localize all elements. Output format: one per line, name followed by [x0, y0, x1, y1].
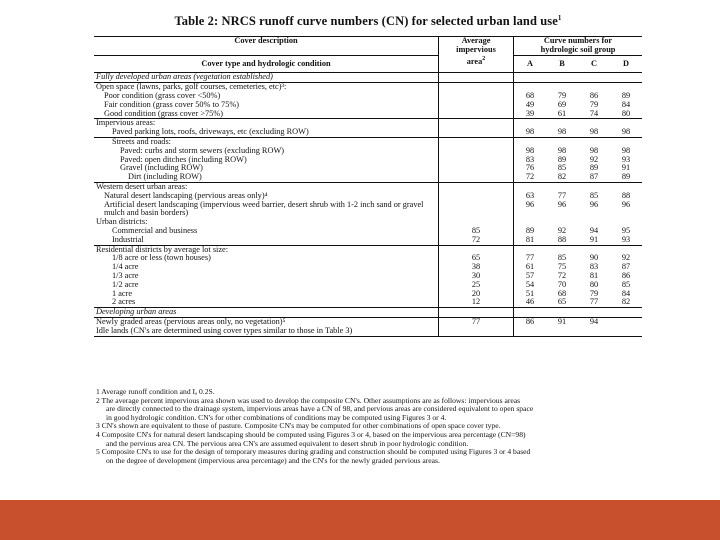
row-desc: Fair condition (grass cover 50% to 75%): [104, 99, 240, 109]
cn-a: 54: [525, 279, 535, 289]
cn-a: 68: [525, 90, 535, 100]
cn-d: 92: [621, 253, 631, 263]
row-desc: Industrial: [94, 236, 439, 245]
cn-d: 88: [621, 190, 631, 200]
cn-a: 89: [525, 225, 535, 235]
cn-b: 85: [557, 253, 567, 263]
cn-d: 80: [610, 110, 642, 119]
table-row: [94, 236, 642, 245]
cn-a: 76: [525, 163, 535, 173]
row-desc: Paved parking lots, roofs, driveways, etc (excluding ROW): [94, 128, 439, 137]
row-desc: 1/2 acre: [112, 279, 139, 289]
cn-c: 94: [589, 225, 599, 235]
cn-c: 92: [589, 154, 599, 164]
footnote-line: are directly connected to the drainage system, impervious areas have a CN of 98, and pervious areas are considered equivalent to open space: [106, 404, 534, 414]
cn-d: 82: [610, 298, 642, 307]
cn-a: 39: [514, 110, 547, 119]
cn-header-line2: hydrologic soil group: [540, 44, 616, 54]
cn-d: 89: [610, 173, 642, 182]
cn-d: 85: [621, 279, 631, 289]
impervious-pct: 25: [439, 281, 514, 290]
cn-d: 96: [621, 199, 631, 209]
impervious-pct: 20: [439, 290, 514, 299]
cn-c: 89: [589, 163, 599, 173]
row-desc: Impervious areas:: [96, 118, 156, 128]
cn-a: 81: [514, 236, 547, 245]
cn-c: 90: [589, 253, 599, 263]
footnote-line: and the pervious area CN. The pervious area CN's are assumed equivalent to desert shrub in poor hydrologic condition.: [106, 438, 469, 448]
footnote-line: in good hydrologic condition. CN's for other combinations of conditions may be computed using Figures 3 or 4.: [106, 412, 447, 422]
cn-a: 98: [514, 128, 547, 137]
cn-d: 95: [621, 225, 631, 235]
row-desc: 1/3 acre: [112, 270, 139, 280]
cn-c: 85: [589, 190, 599, 200]
row-desc: Paved: open ditches (including ROW): [120, 154, 247, 164]
row-desc: Natural desert landscaping (pervious areas only)⁴: [104, 190, 268, 200]
row-desc: Streets and roads:: [112, 136, 171, 146]
cn-c: 94: [589, 316, 599, 326]
cn-b: 69: [557, 99, 567, 109]
row-desc: Commercial and business: [112, 225, 198, 235]
cn-c: 96: [589, 199, 599, 209]
row-desc: Good condition (grass cover >75%): [94, 110, 439, 119]
table-row: [94, 201, 642, 219]
table-row: [94, 128, 642, 137]
cn-b: 79: [557, 90, 567, 100]
impervious-pct: 77: [439, 317, 514, 326]
soil-group-header: [514, 37, 643, 56]
impervious-header: [439, 37, 514, 73]
row-desc: 1/8 acre or less (town houses): [112, 253, 211, 263]
cn-header-line1: Curve numbers for: [543, 36, 613, 45]
cn-d: 84: [621, 99, 631, 109]
cn-b: 75: [557, 262, 567, 272]
cn-c: 74: [578, 110, 610, 119]
cn-b: 88: [546, 236, 578, 245]
footer-accent-bar: [0, 500, 720, 540]
cn-c: 77: [578, 298, 610, 307]
impervious-pct: 38: [439, 263, 514, 272]
caption-footnote-mark: 1: [557, 14, 562, 22]
cn-c: 79: [589, 99, 599, 109]
cn-d: 98: [621, 145, 631, 155]
cn-a: 61: [525, 262, 535, 272]
curve-number-table: [94, 36, 642, 337]
group-a-header: A: [514, 55, 547, 73]
cn-b: 89: [557, 154, 567, 164]
impervious-pct: 30: [439, 272, 514, 281]
footnote-line: on the degree of development (impervious area percentage) and the CN's for the newly graded pervious areas.: [106, 455, 440, 465]
cn-a: 72: [514, 173, 547, 182]
cn-b: 70: [557, 279, 567, 289]
group-c-header: C: [578, 55, 610, 73]
footnote-line: 5 Composite CN's to use for the design of temporary measures during grading and construction should be computed using Figures 3 or 4 based: [96, 447, 531, 457]
header-row-1: [94, 37, 642, 56]
cn-a: 63: [525, 190, 535, 200]
cn-c: 86: [589, 90, 599, 100]
cn-d: 91: [621, 163, 631, 173]
footnote-line: 3 CN's shown are equivalent to those of pasture. Composite CN's may be computed for other combinations of open space cover type.: [96, 421, 501, 431]
cn-b: 77: [557, 190, 567, 200]
scanned-table-page: [90, 10, 646, 497]
table-row: [94, 298, 642, 307]
cover-description-header: Cover description: [94, 37, 439, 56]
impervious-pct: 85: [439, 227, 514, 236]
imp-header-line1: Average: [461, 36, 491, 45]
cn-d: 93: [621, 154, 631, 164]
cover-type-header: Cover type and hydrologic condition: [94, 55, 439, 73]
table-caption: [90, 14, 646, 29]
row-desc: Urban districts:: [96, 217, 148, 227]
cn-b: 91: [557, 316, 567, 326]
table-row: [94, 110, 642, 119]
cn-a: 77: [525, 253, 535, 263]
footnote-line: 4 Composite CN's for natural desert landscaping should be computed using Figures 3 or 4, based on the impervious area percentage (CN=98): [96, 429, 526, 439]
cn-b: 98: [557, 145, 567, 155]
imp-header-sup: 2: [482, 55, 486, 62]
cn-d: 89: [621, 90, 631, 100]
imp-header-line3: area: [466, 56, 483, 66]
section-row: [94, 308, 642, 318]
row-desc: Developing urban areas: [94, 308, 439, 318]
cn-b: 82: [546, 173, 578, 182]
cn-d: 86: [621, 270, 631, 280]
row-desc: Residential districts by average lot size:: [96, 244, 229, 254]
cn-a: 57: [525, 270, 535, 280]
cn-a: 83: [525, 154, 535, 164]
footnote-line: 2 The average percent impervious area shown was used to develop the composite CN's. Other assumptions are as follows: impervious areas: [96, 395, 521, 405]
cn-a: 46: [514, 298, 547, 307]
cn-c: 80: [589, 279, 599, 289]
cn-b: 68: [557, 288, 567, 298]
cn-a: 96: [525, 199, 535, 209]
row-desc: Artificial desert landscaping (impervious weed barrier, desert shrub with 1-2 inch sand or gravel mulch and basin borders): [104, 199, 424, 218]
impervious-pct: 12: [439, 298, 514, 307]
cn-c: 83: [589, 262, 599, 272]
cn-c: 98: [589, 145, 599, 155]
row-desc: Fully developed urban areas (vegetation established): [94, 73, 439, 83]
cn-b: 98: [546, 128, 578, 137]
cn-a: 98: [525, 145, 535, 155]
cn-a: 49: [525, 99, 535, 109]
row-desc: Newly graded areas (pervious areas only, no vegetation)⁵: [96, 316, 286, 326]
cn-b: 61: [546, 110, 578, 119]
row-desc: Paved: curbs and storm sewers (excluding ROW): [120, 145, 285, 155]
table-row: [94, 327, 642, 336]
cn-d: 93: [610, 236, 642, 245]
row-desc: Western desert urban areas:: [96, 181, 188, 191]
cn-a: 86: [525, 316, 535, 326]
caption-text: Table 2: NRCS runoff curve numbers (CN) for selected urban land use: [174, 14, 558, 29]
cn-c: 79: [589, 288, 599, 298]
row-desc: Poor condition (grass cover <50%): [104, 90, 221, 100]
cn-d: 87: [621, 262, 631, 272]
group-d-header: D: [610, 55, 642, 73]
group-b-header: B: [546, 55, 578, 73]
header-row-2: [94, 55, 642, 73]
cn-d: 84: [621, 288, 631, 298]
impervious-pct: 72: [439, 236, 514, 245]
footnote-line: 1 Average runoff condition and Iₐ 0.2S.: [96, 387, 215, 396]
row-desc: Dirt (including ROW): [94, 173, 439, 182]
imp-header-line2: impervious: [456, 44, 496, 54]
cn-b: 85: [557, 163, 567, 173]
cn-b: 92: [557, 225, 567, 235]
cn-c: 87: [578, 173, 610, 182]
row-desc: Idle lands (CN's are determined using cover types similar to those in Table 3): [94, 327, 439, 336]
row-desc: Gravel (including ROW): [120, 163, 203, 173]
impervious-pct: 65: [439, 254, 514, 263]
cn-a: 51: [525, 288, 535, 298]
cn-b: 65: [546, 298, 578, 307]
cn-b: 96: [557, 199, 567, 209]
cn-d: 98: [610, 128, 642, 137]
cn-b: 72: [557, 270, 567, 280]
row-desc: Open space (lawns, parks, golf courses, cemeteries, etc)³:: [96, 82, 287, 92]
cn-c: 91: [578, 236, 610, 245]
row-desc: 1 acre: [112, 288, 133, 298]
footnotes: [96, 388, 640, 465]
row-desc: 1/4 acre: [112, 262, 139, 272]
row-desc: 2 acres: [94, 298, 439, 307]
cn-c: 98: [578, 128, 610, 137]
cn-c: 81: [589, 270, 599, 280]
